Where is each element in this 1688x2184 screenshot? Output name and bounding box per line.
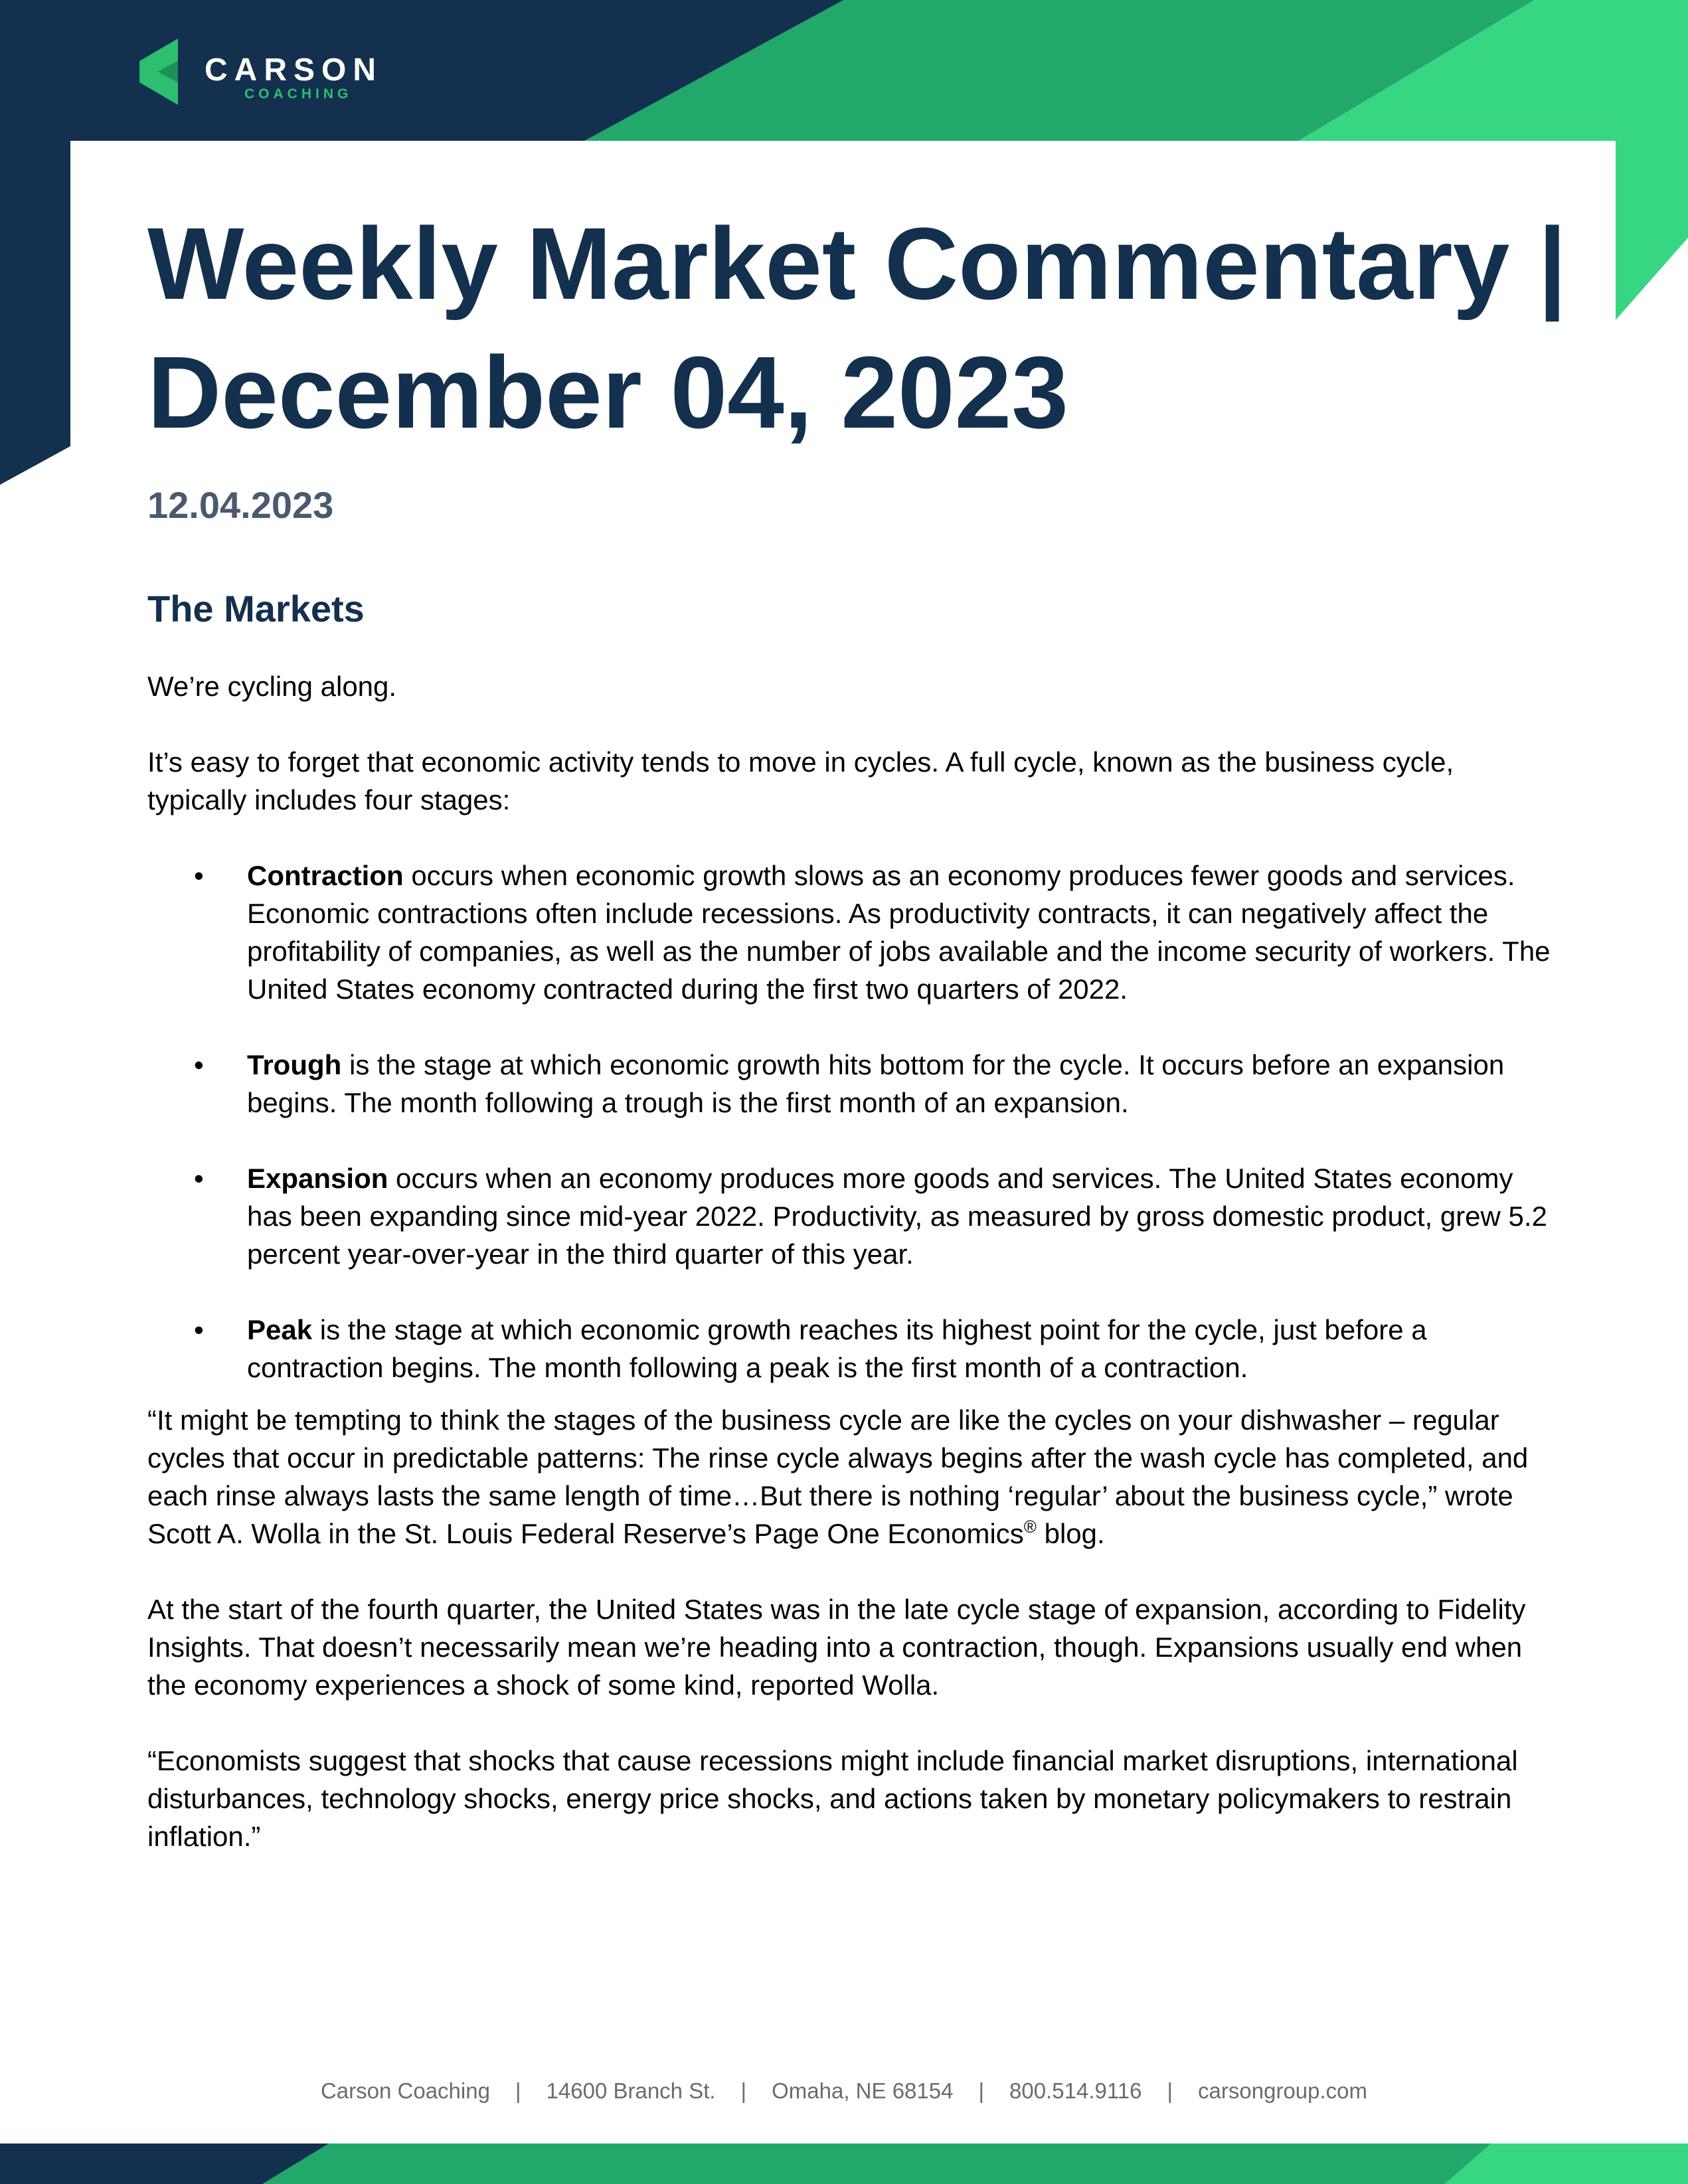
logo-subtitle: COACHING xyxy=(244,86,353,102)
list-item xyxy=(194,857,1555,1008)
footer-band xyxy=(0,2143,1688,2184)
bullet-icon: • xyxy=(194,1049,204,1080)
stage-description: occurs when an economy produces more goods and services. The United States economy has been expanding since mid-year 2022. Productivity, as measured by gross domestic product, grew 5.2 percent year-over-year in the third quarter of this year. xyxy=(247,1163,1547,1270)
stage-description: is the stage at which economic growth reaches its highest point for the cycle, just before a contraction begins. The month following a peak is the first month of a contraction. xyxy=(247,1314,1427,1383)
carson-coaching-logo xyxy=(138,37,404,106)
quote-text: “It might be tempting to think the stages of the business cycle are like the cycles on your dishwasher – regular cycles that occur in predictable patterns: The rinse cycle always begins after the wash cycle has completed, and each rinse always lasts the same length of time…But there is nothing ‘regular’ about the business cycle,” wrote Scott A. Wolla in the St. Louis Federal Reserve’s Page One Economics xyxy=(147,1404,1529,1549)
carson-chevron-logo-icon xyxy=(138,37,179,106)
page-footer xyxy=(0,2078,1688,2104)
business-cycle-stages-list xyxy=(147,857,1555,1386)
article-body xyxy=(147,667,1555,1893)
footer-separator: | xyxy=(978,2078,985,2103)
paragraph-economists-quote: “Economists suggest that shocks that cause recessions might include financial market disruptions, international disturbances, technology shocks, energy price shocks, and actions taken by monetary policymakers to restrain inflation.” xyxy=(147,1745,1518,1852)
bullet-icon: • xyxy=(194,1314,204,1345)
logo-wordmark: CARSON xyxy=(205,52,383,88)
footer-website: carsongroup.com xyxy=(1198,2078,1368,2103)
stage-term: Contraction xyxy=(247,860,404,891)
paragraph-fidelity: At the start of the fourth quarter, the United States was in the late cycle stage of expansion, according to Fidelity Insights. That doesn’t necessarily mean we’re heading into a contraction, though. Expansions usually end when the economy experiences a shock of some kind, reported Wolla. xyxy=(147,1594,1526,1701)
stage-description: occurs when economic growth slows as an economy produces fewer goods and services. Economic contractions often include recessions. As productivity contracts, it can negatively affect the profitability of companies, as well as the number of jobs available and the income security of workers. The United States economy contracted during the first two quarters of 2022. xyxy=(247,860,1551,1005)
bullet-icon: • xyxy=(194,860,204,891)
list-item xyxy=(194,1046,1555,1122)
paragraph-wolla-quote xyxy=(147,1401,1555,1553)
publication-date: 12.04.2023 xyxy=(147,484,334,526)
paragraph-business-cycle: It’s easy to forget that economic activity tends to move in cycles. A full cycle, known as the business cycle, typically includes four stages: xyxy=(147,746,1454,815)
footer-separator: | xyxy=(515,2078,521,2103)
page-title: Weekly Market Commentary | December 04, 2023 xyxy=(147,207,1567,450)
footer-company: Carson Coaching xyxy=(320,2078,490,2103)
quote-text-end: blog. xyxy=(1036,1518,1105,1549)
footer-address: 14600 Branch St. xyxy=(546,2078,716,2103)
section-heading: The Markets xyxy=(147,588,365,630)
stage-description: is the stage at which economic growth hits bottom for the cycle. It occurs before an expansion begins. The month following a trough is the first month of an expansion. xyxy=(247,1049,1505,1118)
stage-term: Expansion xyxy=(247,1163,388,1194)
paragraph-intro: We’re cycling along. xyxy=(147,671,397,702)
footer-separator: | xyxy=(1167,2078,1173,2103)
footer-separator: | xyxy=(740,2078,747,2103)
stage-term: Peak xyxy=(247,1314,313,1345)
footer-green-band xyxy=(262,2143,1491,2184)
bullet-icon: • xyxy=(194,1163,204,1194)
footer-city: Omaha, NE 68154 xyxy=(772,2078,954,2103)
footer-phone: 800.514.9116 xyxy=(1009,2078,1142,2103)
list-item xyxy=(194,1159,1555,1273)
stage-term: Trough xyxy=(247,1049,342,1080)
registered-mark: ® xyxy=(1023,1517,1037,1537)
list-item xyxy=(194,1311,1555,1386)
